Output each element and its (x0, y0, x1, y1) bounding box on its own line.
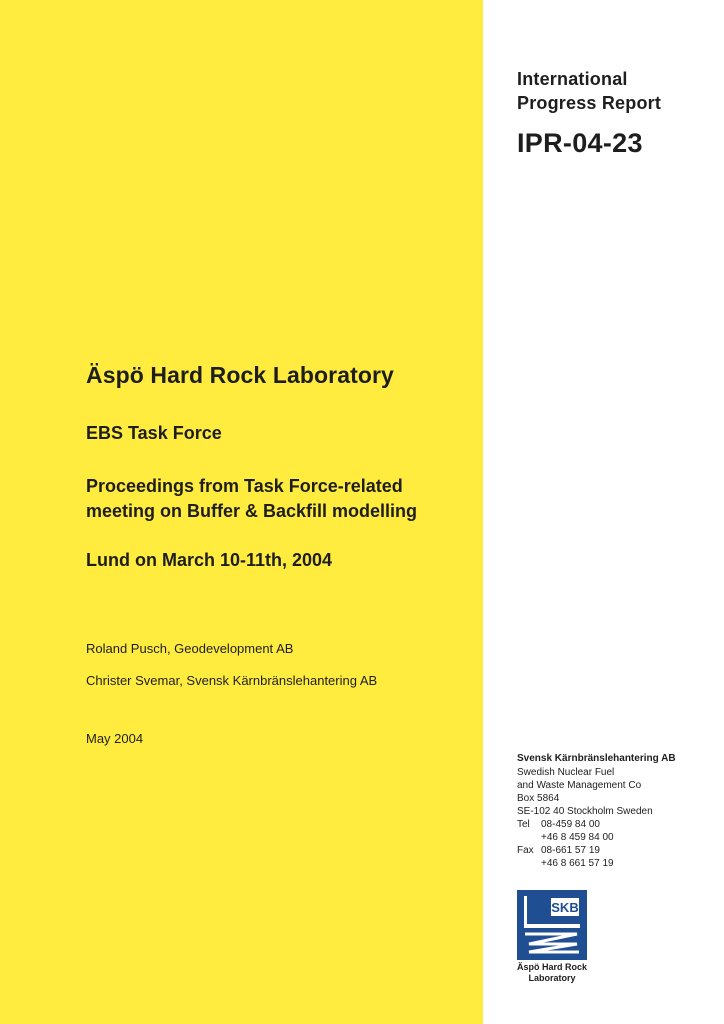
meeting-place-date: Lund on March 10-11th, 2004 (86, 550, 333, 570)
proceedings-title (86, 474, 476, 524)
proceedings-line-2: meeting on Buffer & Backfill modelling (86, 501, 418, 521)
task-force-title: EBS Task Force (86, 423, 222, 443)
publication-date: May 2004 (86, 731, 144, 746)
publisher-line-1: Swedish Nuclear Fuel (517, 767, 615, 778)
proceedings-line-1: Proceedings from Task Force-related (86, 476, 403, 496)
fax-row-2 (517, 857, 717, 870)
tel-number-1: 08-459 84 00 (541, 819, 600, 830)
tel-label: Tel (517, 819, 530, 830)
publisher-name: Svensk Kärnbränslehantering AB (517, 753, 676, 764)
tel-row-1 (517, 818, 717, 831)
series-line-1: International (517, 69, 628, 89)
tel-number-2: +46 8 459 84 00 (541, 832, 614, 843)
publisher-line-3: Box 5864 (517, 793, 560, 804)
report-number: IPR-04-23 (517, 128, 643, 158)
series-line-2: Progress Report (517, 93, 662, 113)
fax-label: Fax (517, 845, 534, 856)
report-series (517, 67, 717, 115)
logo-caption-line-1: Äspö Hard Rock (516, 962, 587, 972)
fax-row-1 (517, 844, 717, 857)
publisher-block (517, 752, 717, 870)
logo-text: SKB (551, 900, 579, 915)
fax-number-2: +46 8 661 57 19 (541, 858, 614, 869)
fax-number-1: 08-661 57 19 (541, 845, 600, 856)
publisher-line-4: SE-102 40 Stockholm Sweden (517, 806, 653, 817)
publisher-line-2: and Waste Management Co (517, 780, 642, 791)
author-1: Roland Pusch, Geodevelopment AB (86, 641, 294, 656)
logo-caption-line-2: Laboratory (528, 973, 576, 983)
author-2: Christer Svemar, Svensk Kärnbränslehantering AB (86, 673, 378, 688)
tel-row-2 (517, 831, 717, 844)
skb-logo-icon (517, 890, 587, 960)
logo-caption (508, 962, 596, 984)
lab-title: Äspö Hard Rock Laboratory (86, 362, 394, 388)
